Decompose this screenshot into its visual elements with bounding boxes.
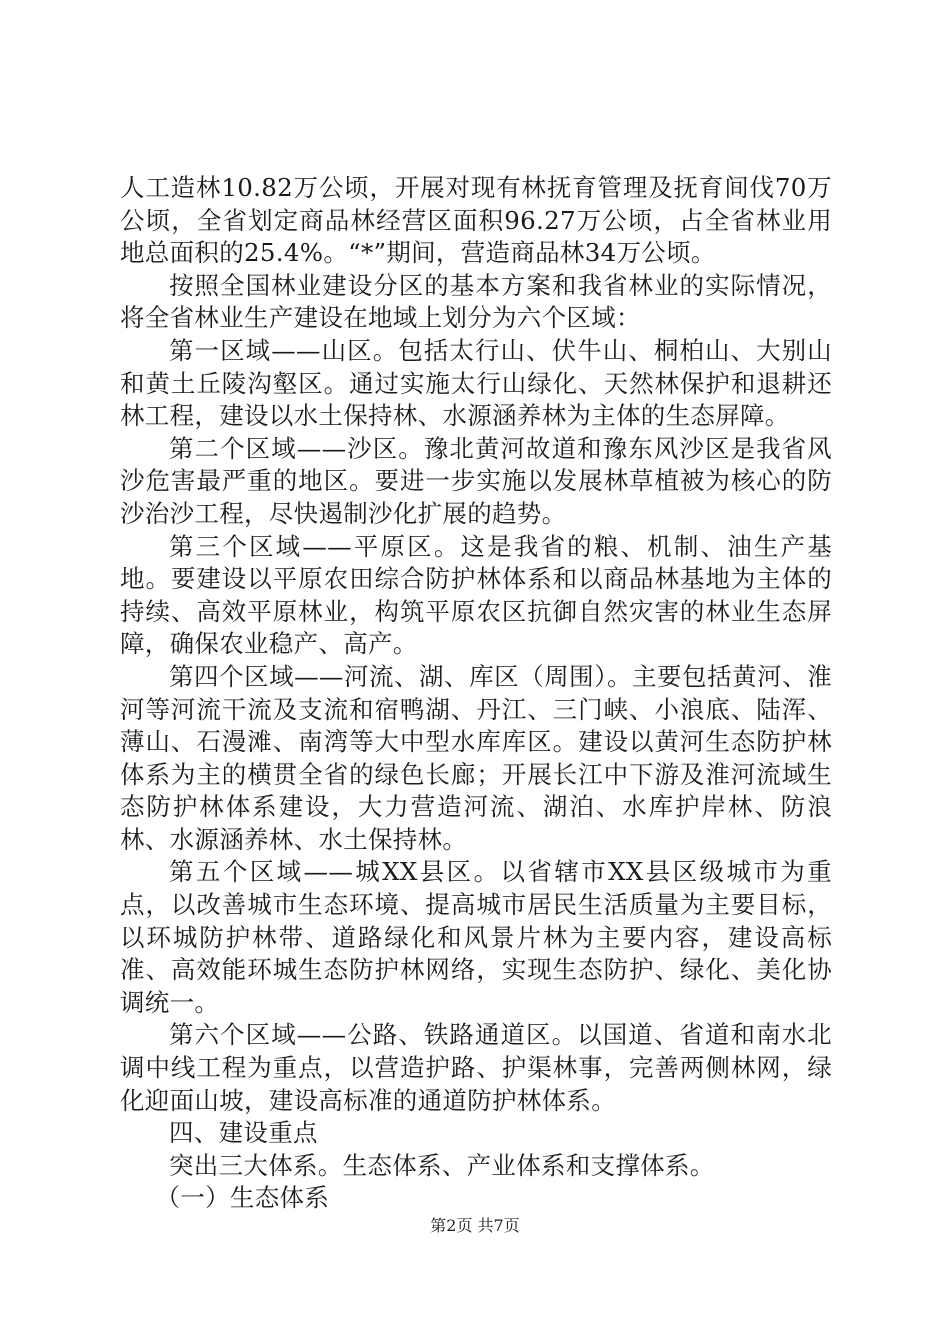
subsection-heading: （一）生态体系 (155, 1183, 330, 1213)
page-number-label: 第2页 共7页 (430, 1216, 520, 1235)
paragraph-region-1: 第一区域——山区。包括太行山、伏牛山、桐柏山、大别山和黄土丘陵沟壑区。通过实施太行山绿化、天然林保护和退耕还林工程，建设以水土保持林、水源涵养林为主体的生态屏障。 (120, 335, 832, 431)
paragraph-region-5: 第五个区域——城XX县区。以省辖市XX县区级城市为重点，以改善城市生态环境、提高城市居民生活质量为主要目标，以环城防护林带、道路绿化和风景片林为主要内容，建设高标准、高效能环城生态防护林网络，实现生态防护、绿化、美化协调统一。 (120, 857, 832, 1017)
paragraph-region-3: 第三个区域——平原区。这是我省的粮、机制、油生产基地。要建设以平原农田综合防护林体系和以商品林基地为主体的持续、高效平原林业，构筑平原农区抗御自然灾害的林业生态屏障，确保农业稳产、高产。 (120, 531, 832, 659)
paragraph-regions-intro: 按照全国林业建设分区的基本方案和我省林业的实际情况，将全省林业生产建设在地域上划分为六个区域： (120, 270, 832, 333)
paragraph-region-6: 第六个区域——公路、铁路通道区。以国道、省道和南水北调中线工程为重点，以营造护路、护渠林事，完善两侧林网，绿化迎面山坡，建设高标准的通道防护林体系。 (120, 1020, 832, 1115)
page-footer (0, 1216, 950, 1236)
section-heading: 四、建设重点 (169, 1118, 318, 1148)
document-body (120, 172, 832, 1215)
paragraph-region-2: 第二个区域——沙区。豫北黄河故道和豫东风沙区是我省风沙危害最严重的地区。要进一步实施以发展林草植被为核心的防沙治沙工程，尽快遏制沙化扩展的趋势。 (120, 433, 832, 528)
paragraph-region-4: 第四个区域——河流、湖、库区（周围）。主要包括黄河、淮河等河流干流及支流和宿鸭湖、丹江、三门峡、小浪底、陆浑、薄山、石漫滩、南湾等大中型水库库区。建设以黄河生态防护林体系为主的横贯全省的绿色长廊；开展长江中下游及淮河流域生态防护林体系建设，大力营造河流、湖泊、水库护岸林、防浪林、水源涵养林、水土保持林。 (120, 661, 832, 854)
paragraph-continuation: 人工造林10.82万公顷，开展对现有林抚育管理及抚育间伐70万公顷，全省划定商品林经营区面积96.27万公顷，占全省林业用地总面积的25.4%。“*”期间，营造商品林34万公顷。 (120, 173, 832, 268)
section-intro: 突出三大体系。生态体系、产业体系和支撑体系。 (169, 1150, 715, 1180)
